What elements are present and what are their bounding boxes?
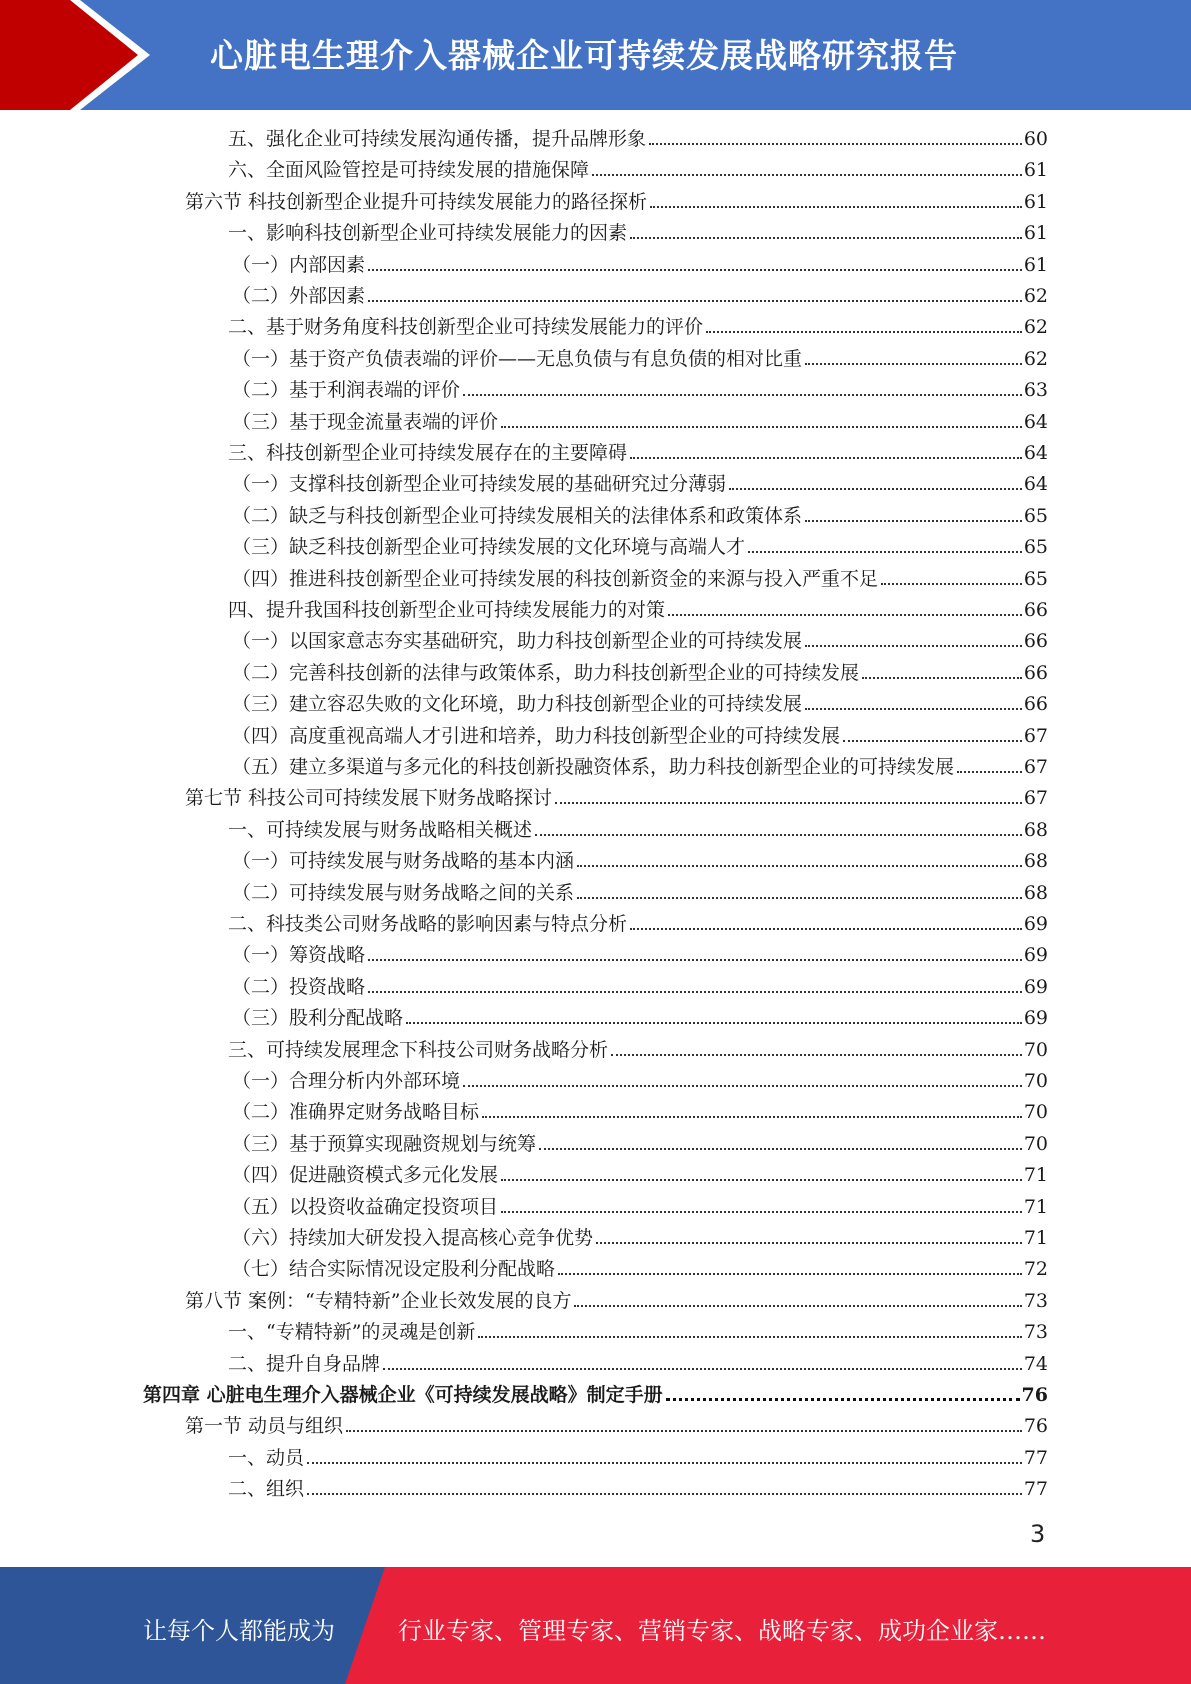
toc-item-entry[interactable]: [228, 912, 1048, 936]
toc-entry-label: （三）股利分配战略: [232, 1007, 404, 1030]
toc-item-entry[interactable]: [228, 598, 1048, 622]
toc-dot-leader: [577, 864, 1022, 867]
toc-entry-page: 68: [1023, 818, 1048, 841]
toc-entry-label: （四）推进科技创新型企业可持续发展的科技创新资金的来源与投入严重不足: [232, 567, 879, 590]
toc-entry-label: 六、全面风险管控是可持续发展的措施保障: [228, 159, 590, 182]
toc-entry-page: 61: [1023, 190, 1048, 213]
toc-entry-label: （一）以国家意志夯实基础研究，助力科技创新型企业的可持续发展: [232, 630, 803, 653]
report-title: 心脏电生理介入器械企业可持续发展战略研究报告: [210, 36, 958, 75]
toc-item-entry[interactable]: [232, 755, 1048, 779]
toc-dot-leader: [307, 1492, 1022, 1495]
toc-dot-leader: [649, 142, 1022, 145]
toc-dot-leader: [501, 1210, 1022, 1213]
toc-dot-leader: [482, 1115, 1022, 1118]
toc-item-entry[interactable]: [228, 1320, 1048, 1344]
toc-item-entry[interactable]: [228, 1038, 1048, 1062]
toc-entry-label: （四）促进融资模式多元化发展: [232, 1164, 499, 1187]
toc-section-entry[interactable]: [185, 190, 1048, 214]
toc-entry-page: 61: [1023, 159, 1048, 182]
toc-entry-page: 60: [1023, 128, 1048, 150]
toc-item-entry[interactable]: [228, 158, 1048, 182]
toc-entry-label: （二）准确界定财务战略目标: [232, 1101, 480, 1124]
toc-entry-label: （一）基于资产负债表端的评价——无息负债与有息负债的相对比重: [232, 347, 803, 370]
toc-dot-leader: [630, 456, 1022, 459]
page-header: [0, 0, 1191, 110]
toc-chapter-entry[interactable]: [143, 1383, 1048, 1407]
toc-item-entry[interactable]: [232, 535, 1048, 559]
toc-entry-label: 一、影响科技创新型企业可持续发展能力的因素: [228, 222, 628, 245]
toc-item-entry[interactable]: [228, 1477, 1048, 1501]
toc-entry-label: （五）以投资收益确定投资项目: [232, 1195, 499, 1218]
toc-item-entry[interactable]: [232, 881, 1048, 905]
toc-entry-label: （二）投资战略: [232, 975, 366, 998]
toc-entry-page: 76: [1023, 1415, 1048, 1438]
toc-entry-page: 73: [1023, 1321, 1048, 1344]
toc-entry-page: 65: [1023, 504, 1048, 527]
toc-dot-leader: [668, 613, 1022, 616]
toc-entry-page: 76: [1021, 1384, 1048, 1406]
toc-item-entry[interactable]: [228, 441, 1048, 465]
toc-entry-page: 68: [1023, 850, 1048, 873]
toc-entry-page: 67: [1023, 787, 1048, 810]
toc-entry-label: （一）支撑科技创新型企业可持续发展的基础研究过分薄弱: [232, 473, 727, 496]
toc-section-entry[interactable]: [185, 786, 1048, 810]
toc-entry-page: 72: [1023, 1258, 1048, 1281]
toc-entry-page: 71: [1023, 1164, 1048, 1187]
toc-dot-leader: [535, 833, 1022, 836]
toc-dot-leader: [805, 362, 1022, 365]
toc-dot-leader: [881, 582, 1022, 585]
page-footer: [0, 1567, 1191, 1684]
toc-section-entry[interactable]: [185, 1289, 1048, 1313]
toc-entry-page: 74: [1023, 1352, 1048, 1375]
footer-slogan-left: 让每个人都能成为: [143, 1617, 335, 1645]
toc-entry-page: 61: [1023, 222, 1048, 245]
toc-entry-page: 71: [1023, 1195, 1048, 1218]
toc-item-entry[interactable]: [232, 975, 1048, 999]
toc-entry-label: （三）基于预算实现融资规划与统筹: [232, 1132, 537, 1155]
toc-dot-leader: [596, 1241, 1022, 1244]
toc-dot-leader: [805, 644, 1022, 647]
toc-item-entry[interactable]: [232, 284, 1048, 308]
toc-dot-leader: [843, 739, 1022, 742]
toc-entry-page: 70: [1023, 1132, 1048, 1155]
toc-item-entry[interactable]: [228, 127, 1048, 151]
toc-entry-label: （一）筹资战略: [232, 944, 366, 967]
toc-item-entry[interactable]: [232, 1195, 1048, 1219]
toc-entry-page: 73: [1023, 1289, 1048, 1312]
toc-entry-label: （二）基于利润表端的评价: [232, 379, 461, 402]
toc-item-entry[interactable]: [228, 315, 1048, 339]
toc-entry-page: 65: [1023, 567, 1048, 590]
toc-dot-leader: [666, 1397, 1020, 1401]
toc-dot-leader: [555, 801, 1022, 804]
toc-dot-leader: [406, 1021, 1022, 1024]
toc-entry-label: （三）建立容忍失败的文化环境，助力科技创新型企业的可持续发展: [232, 693, 803, 716]
toc-dot-leader: [574, 1304, 1021, 1307]
toc-entry-label: 四、提升我国科技创新型企业可持续发展能力的对策: [228, 599, 666, 621]
toc-dot-leader: [368, 990, 1022, 993]
toc-section-entry[interactable]: [185, 1414, 1048, 1438]
toc-entry-page: 64: [1023, 442, 1048, 464]
toc-dot-leader: [383, 1367, 1022, 1370]
toc-entry-page: 67: [1023, 756, 1048, 778]
toc-item-entry[interactable]: [232, 347, 1048, 371]
toc-entry-label: （一）合理分析内外部环境: [232, 1070, 461, 1092]
toc-item-entry[interactable]: [232, 504, 1048, 528]
toc-dot-leader: [729, 487, 1022, 490]
toc-entry-label: 一、动员: [228, 1446, 305, 1469]
toc-entry-label: （四）高度重视高端人才引进和培养，助力科技创新型企业的可持续发展: [232, 724, 841, 747]
toc-dot-leader: [368, 958, 1022, 961]
toc-dot-leader: [368, 268, 1022, 271]
toc-entry-label: 一、“专精特新”的灵魂是创新: [228, 1321, 476, 1344]
toc-entry-page: 70: [1023, 1070, 1048, 1092]
toc-dot-leader: [592, 173, 1022, 176]
toc-dot-leader: [706, 330, 1022, 333]
toc-entry-page: 69: [1023, 913, 1048, 935]
toc-entry-label: 二、科技类公司财务战略的影响因素与特点分析: [228, 913, 628, 935]
toc-dot-leader: [501, 1178, 1022, 1181]
toc-entry-page: 68: [1023, 881, 1048, 904]
toc-entry-label: （三）基于现金流量表端的评价: [232, 410, 499, 433]
toc-entry-label: 第七节 科技公司可持续发展下财务战略探讨: [185, 787, 553, 810]
toc-entry-page: 66: [1023, 661, 1048, 684]
toc-entry-label: （二）完善科技创新的法律与政策体系，助力科技创新型企业的可持续发展: [232, 661, 860, 684]
toc-dot-leader: [307, 1461, 1022, 1464]
toc-dot-leader: [539, 1147, 1022, 1150]
toc-entry-page: 77: [1023, 1478, 1048, 1501]
toc-item-entry[interactable]: [232, 1069, 1048, 1093]
toc-item-entry[interactable]: [232, 849, 1048, 873]
toc-item-entry[interactable]: [228, 818, 1048, 842]
toc-dot-leader: [577, 896, 1022, 899]
toc-entry-page: 65: [1023, 536, 1048, 559]
toc-item-entry[interactable]: [232, 567, 1048, 591]
toc-dot-leader: [650, 205, 1022, 208]
toc-entry-label: （二）缺乏与科技创新型企业可持续发展相关的法律体系和政策体系: [232, 504, 803, 527]
chevron-arrow-icon: [0, 0, 140, 110]
toc-entry-page: 62: [1023, 285, 1048, 307]
toc-dot-leader: [630, 927, 1022, 930]
toc-entry-label: （二）可持续发展与财务战略之间的关系: [232, 881, 575, 904]
toc-entry-page: 62: [1023, 316, 1048, 339]
toc-entry-label: 三、科技创新型企业可持续发展存在的主要障碍: [228, 442, 628, 464]
toc-entry-page: 70: [1023, 1038, 1048, 1061]
toc-item-entry[interactable]: [232, 1226, 1048, 1250]
toc-dot-leader: [862, 676, 1022, 679]
toc-entry-label: 二、组织: [228, 1478, 305, 1501]
toc-entry-page: 61: [1023, 253, 1048, 276]
toc-entry-page: 66: [1023, 693, 1048, 716]
toc-item-entry[interactable]: [232, 724, 1048, 748]
toc-entry-label: 第一节 动员与组织: [185, 1415, 344, 1438]
toc-entry-page: 69: [1023, 975, 1048, 998]
toc-item-entry[interactable]: [232, 378, 1048, 402]
toc-dot-leader: [463, 393, 1022, 396]
toc-item-entry[interactable]: [232, 1163, 1048, 1187]
toc-item-entry[interactable]: [232, 629, 1048, 653]
toc-entry-label: 五、强化企业可持续发展沟通传播，提升品牌形象: [228, 128, 647, 150]
toc-entry-page: 77: [1023, 1446, 1048, 1469]
toc-item-entry[interactable]: [232, 472, 1048, 496]
toc-dot-leader: [368, 299, 1022, 302]
toc-entry-label: 第六节 科技创新型企业提升可持续发展能力的路径探析: [185, 190, 648, 213]
toc-entry-label: （七）结合实际情况设定股利分配战略: [232, 1258, 556, 1281]
toc-item-entry[interactable]: [232, 1257, 1048, 1281]
toc-dot-leader: [478, 1335, 1021, 1338]
toc-entry-page: 64: [1023, 410, 1048, 433]
toc-dot-leader: [346, 1429, 1022, 1432]
toc-dot-leader: [748, 550, 1022, 553]
toc-entry-label: （二）外部因素: [232, 285, 366, 307]
toc-dot-leader: [805, 707, 1022, 710]
toc-entry-label: 第四章 心脏电生理介入器械企业《可持续发展战略》制定手册: [143, 1384, 663, 1406]
toc-entry-page: 66: [1023, 630, 1048, 653]
toc-entry-label: （一）内部因素: [232, 253, 366, 276]
toc-entry-label: 二、基于财务角度科技创新型企业可持续发展能力的评价: [228, 316, 704, 339]
toc-item-entry[interactable]: [228, 1446, 1048, 1470]
toc-entry-label: （六）持续加大研发投入提高核心竞争优势: [232, 1227, 594, 1249]
toc-dot-leader: [630, 236, 1022, 239]
toc-dot-leader: [611, 1053, 1022, 1056]
toc-entry-page: 63: [1023, 379, 1048, 402]
toc-item-entry[interactable]: [228, 221, 1048, 245]
toc-entry-label: 第八节 案例：“专精特新”企业长效发展的良方: [185, 1289, 572, 1312]
toc-entry-label: 二、提升自身品牌: [228, 1352, 381, 1375]
toc-entry-label: 一、可持续发展与财务战略相关概述: [228, 818, 533, 841]
toc-entry-label: 三、可持续发展理念下科技公司财务战略分析: [228, 1038, 609, 1061]
toc-item-entry[interactable]: [232, 410, 1048, 434]
toc-item-entry[interactable]: [232, 943, 1048, 967]
toc-dot-leader: [957, 770, 1022, 773]
toc-entry-page: 67: [1023, 724, 1048, 747]
toc-item-entry[interactable]: [232, 692, 1048, 716]
toc-entry-page: 69: [1023, 944, 1048, 967]
toc-dot-leader: [463, 1084, 1022, 1087]
toc-entry-page: 64: [1023, 473, 1048, 496]
toc-item-entry[interactable]: [232, 1132, 1048, 1156]
toc-entry-label: （三）缺乏科技创新型企业可持续发展的文化环境与高端人才: [232, 536, 746, 559]
toc-item-entry[interactable]: [232, 253, 1048, 277]
toc-entry-label: （五）建立多渠道与多元化的科技创新投融资体系，助力科技创新型企业的可持续发展: [232, 756, 955, 778]
toc-item-entry[interactable]: [228, 1352, 1048, 1376]
footer-slogan-right: 行业专家、管理专家、营销专家、战略专家、成功企业家……: [398, 1617, 1046, 1645]
toc-item-entry[interactable]: [232, 1100, 1048, 1124]
toc-item-entry[interactable]: [232, 661, 1048, 685]
toc-entry-label: （一）可持续发展与财务战略的基本内涵: [232, 850, 575, 873]
toc-dot-leader: [805, 519, 1022, 522]
page-number: 3: [1030, 1520, 1046, 1548]
toc-dot-leader: [558, 1272, 1022, 1275]
toc-entry-page: 66: [1023, 599, 1048, 621]
toc-dot-leader: [501, 425, 1022, 428]
toc-item-entry[interactable]: [232, 1006, 1048, 1030]
toc-entry-page: 62: [1023, 347, 1048, 370]
toc-entry-page: 69: [1023, 1007, 1048, 1030]
toc-entry-page: 71: [1023, 1227, 1048, 1249]
toc-entry-page: 70: [1023, 1101, 1048, 1124]
